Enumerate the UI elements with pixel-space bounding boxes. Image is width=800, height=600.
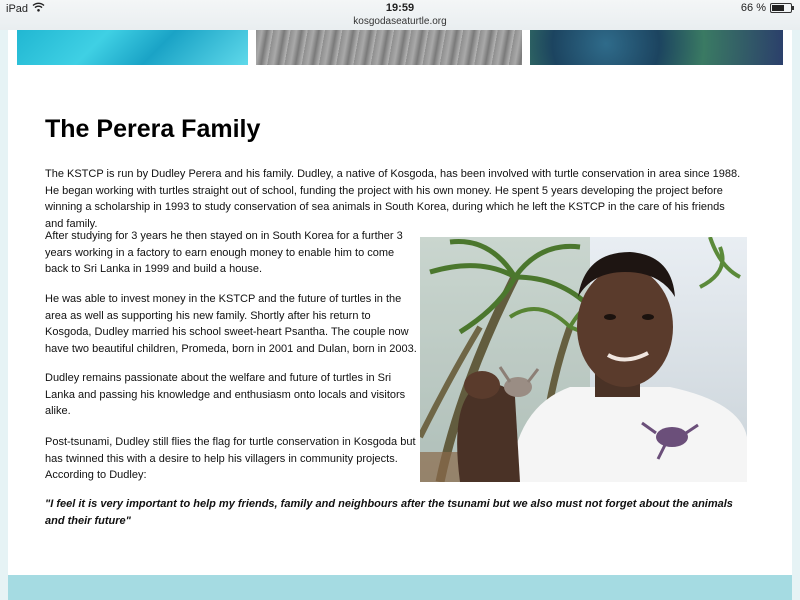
page-footer-strip xyxy=(8,575,792,600)
page-margin-right xyxy=(792,30,800,600)
gallery-thumb-sand[interactable] xyxy=(256,30,522,65)
address-bar[interactable]: kosgodaseaturtle.org xyxy=(353,16,447,27)
status-right xyxy=(741,2,792,14)
article-paragraph: After studying for 3 years he then stayed on in South Korea for a further 3 years working in a factory to earn enough money to enable him to come back to Sri Lanka in 1999 and build a house. xyxy=(45,230,403,275)
ios-status-bar xyxy=(0,0,800,30)
dudley-turtle-photo xyxy=(420,237,747,482)
article-paragraph: The KSTCP is run by Dudley Perera and his family. Dudley, a native of Kosgoda, has been involved with turtle conservation in area since 1988. He began working with turtles straight out of school, funding the project with his own money. He spent 5 years developing the project before winning a scholarship in 1993 to study conservation of sea animals in South Korea, during which he left the KSTCP in the care of his friends and family. xyxy=(45,168,741,230)
article-paragraph: Post-tsunami, Dudley still flies the flag for turtle conservation in Kosgoda but has twinned this with a desire to help his villagers in community projects. According to Dudley: xyxy=(45,436,416,481)
dudley-quote: "I feel it is very important to help my friends, family and neighbours after the tsunami but we also must not forget about the animals and their future" xyxy=(45,498,733,527)
page-margin-left xyxy=(0,30,8,600)
battery-level xyxy=(772,5,784,11)
device-label: iPad xyxy=(6,2,29,15)
page-title: The Perera Family xyxy=(45,115,261,143)
gallery-thumb-ocean[interactable] xyxy=(17,30,248,65)
article-paragraph: He was able to invest money in the KSTCP and the future of turtles in the area as well as supporting his new family. Shortly after his return to Kosgoda, Dudley married his school sweet-heart Psantha. The couple now have two beautiful children, Promeda, born in 2001 and Dulan, born in 2003. xyxy=(45,293,417,355)
battery-icon xyxy=(770,3,792,13)
clock: 19:59 xyxy=(385,2,415,14)
article-paragraph: Dudley remains passionate about the welfare and future of turtles in Sri Lanka and passing his knowledge and enthusiasm onto locals and visitors alike. xyxy=(45,372,406,417)
gallery-thumb-reef[interactable] xyxy=(530,30,783,65)
battery-percent: 66 % xyxy=(740,2,766,14)
content-page xyxy=(8,30,792,575)
